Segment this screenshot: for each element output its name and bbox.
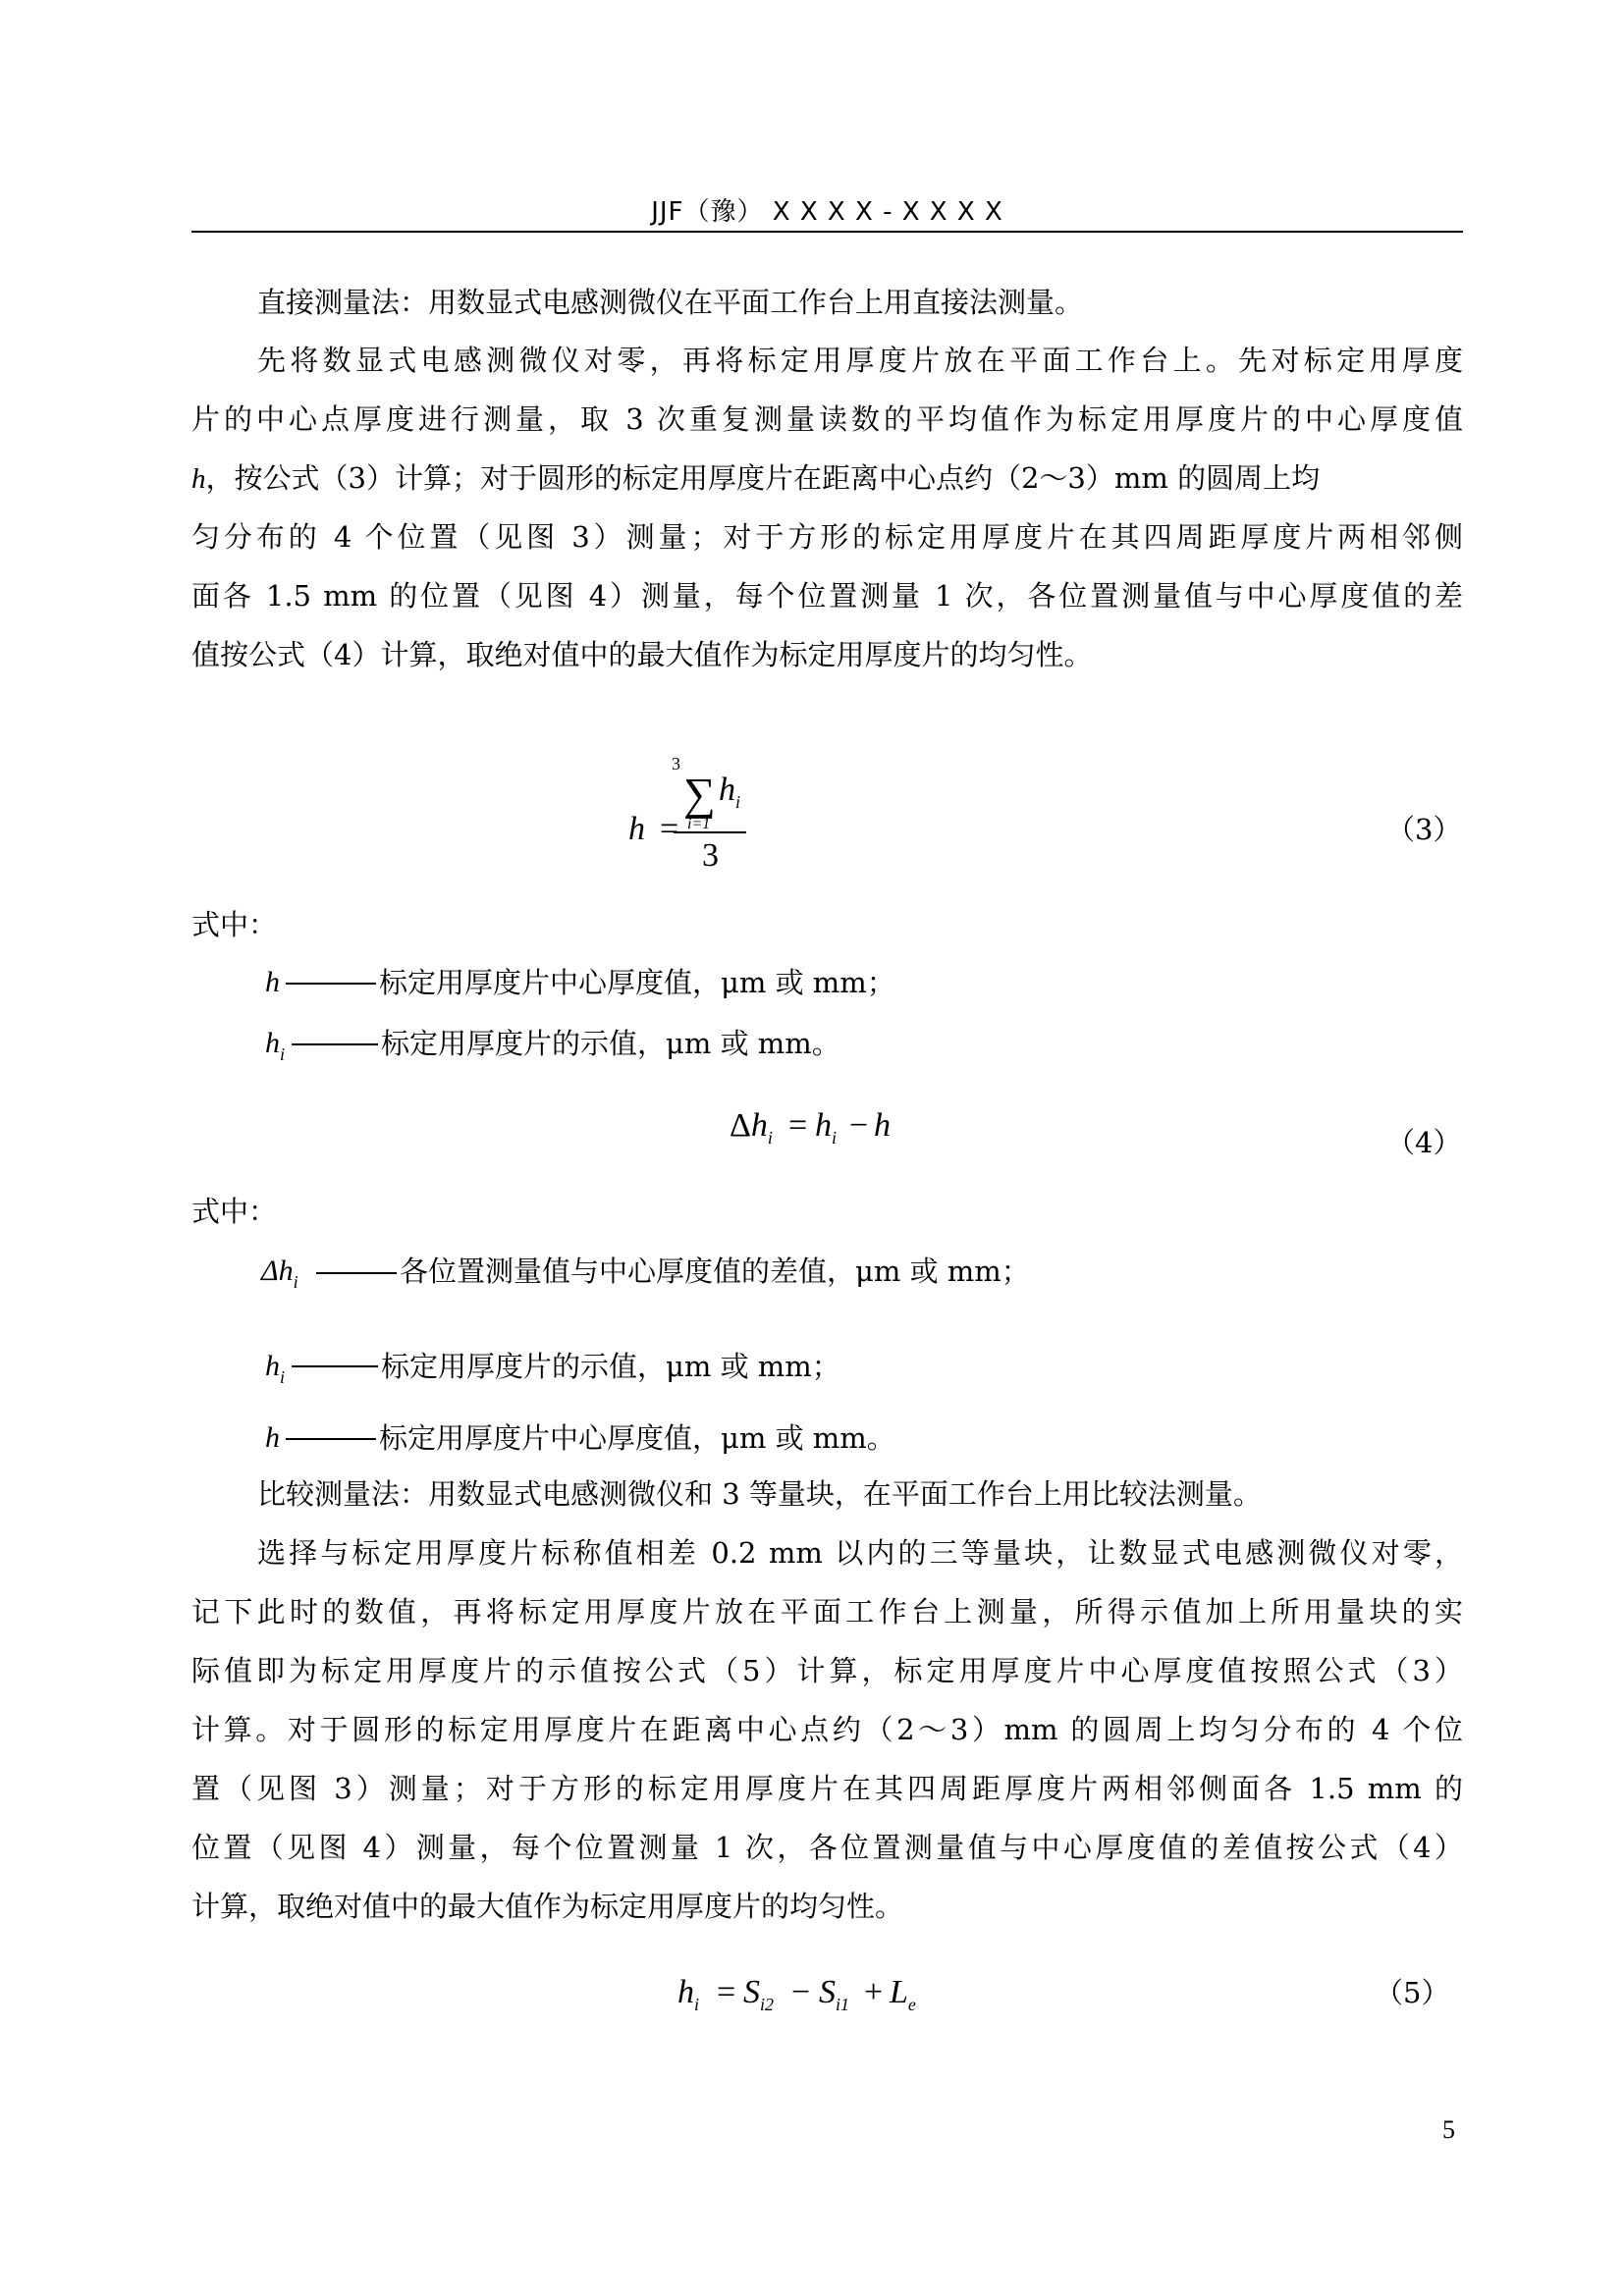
where-label: 式中： [191, 1195, 278, 1228]
eq3-sum-lower: i=1 [687, 816, 711, 832]
eq5-s1: $S_{i1}$ [819, 1974, 850, 2014]
em-dash [316, 1272, 397, 1274]
def-symbol: $\Delta h_i$ [261, 1255, 298, 1292]
paragraph-line: 值按公式（4）计算，取绝对值中的最大值作为标定用厚度片的均匀性。 [191, 638, 1093, 671]
header-rule [191, 231, 1463, 233]
paragraph-line: 先将数显式电感测微仪对零，再将标定用厚度片放在平面工作台上。先对标定用厚度 [257, 344, 1463, 377]
def-text: 标定用厚度片的示值，μm 或 mm； [381, 1350, 840, 1383]
eq5-equals: = [717, 1974, 736, 2010]
paragraph-line: 位置（见图 4）测量，每个位置测量 1 次，各位置测量值与中心厚度值的差值按公式（4） [191, 1831, 1463, 1864]
paragraph-line: 匀分布的 4 个位置（见图 3）测量；对于方形的标定用厚度片在其四周距厚度片两相邻侧 [191, 520, 1463, 554]
running-header: JJF（豫） X X X X - X X X X [651, 197, 1003, 227]
equation-number: （3） [1386, 813, 1462, 846]
em-dash [292, 1043, 378, 1045]
eq5-plus: + [864, 1974, 884, 2010]
eq4-lhs: $\Delta h_i$ [730, 1107, 773, 1148]
def-text: 标定用厚度片的示值，μm 或 mm。 [381, 1027, 840, 1060]
paragraph-text: ，按公式（3）计算；对于圆形的标定用厚度片在距离中心点约（2～3）mm 的圆周上均 [205, 461, 1321, 495]
em-dash [286, 983, 376, 985]
where-label: 式中： [191, 908, 278, 941]
em-dash [292, 1365, 378, 1367]
eq5-s2: $S_{i2}$ [743, 1974, 775, 2014]
equation-number: （4） [1386, 1126, 1462, 1159]
equation-number: （5） [1375, 1976, 1450, 2009]
paragraph-line: 面各 1.5 mm 的位置（见图 4）测量，每个位置测量 1 次，各位置测量值与中心厚度值的差 [191, 579, 1463, 613]
paragraph-line: 际值即为标定用厚度片的示值按公式（5）计算，标定用厚度片中心厚度值按照公式（3） [191, 1654, 1463, 1687]
eq5-minus: − [791, 1974, 811, 2010]
paragraph-line [191, 458, 1463, 499]
paragraph-comparison-method: 比较测量法：用数显式电感测微仪和 3 等量块，在平面工作台上用比较法测量。 [257, 1477, 1262, 1511]
eq3-term: $h_i$ [719, 772, 741, 812]
fraction-bar [674, 831, 746, 833]
paragraph-line: 片的中心点厚度进行测量，取 3 次重复测量读数的平均值作为标定用厚度片的中心厚度值 [191, 402, 1463, 436]
eq3-lhs: h [628, 811, 645, 847]
def-symbol: h [265, 966, 280, 998]
em-dash [286, 1438, 376, 1440]
eq5-lhs: $h_i$ [677, 1974, 700, 2014]
eq3-denominator: 3 [702, 837, 719, 874]
symbol-h: h [191, 463, 206, 495]
paragraph-line: 记下此时的数值，再将标定用厚度片放在平面工作台上测量，所得示值加上所用量块的实 [191, 1595, 1463, 1629]
eq4-equals: = [788, 1107, 808, 1144]
paragraph-line: 置（见图 3）测量；对于方形的标定用厚度片在其四周距厚度片两相邻侧面各 1.5 mm 的 [191, 1772, 1463, 1805]
eq5-le: $L_e$ [890, 1974, 916, 2014]
paragraph-line: 计算，取绝对值中的最大值作为标定用厚度片的均匀性。 [191, 1890, 904, 1923]
def-symbol: $h_i$ [265, 1350, 286, 1387]
def-symbol: h [265, 1421, 280, 1454]
page-number: 5 [1442, 2115, 1455, 2144]
eq4-term: $h_i$ [815, 1107, 838, 1148]
def-text: 各位置测量值与中心厚度值的差值，μm 或 mm； [400, 1255, 1030, 1288]
eq4-h: h [874, 1107, 891, 1144]
def-symbol: $h_i$ [265, 1027, 286, 1064]
paragraph-line: 计算。对于圆形的标定用厚度片在距离中心点约（2～3）mm 的圆周上均匀分布的 4 个位 [191, 1713, 1463, 1746]
eq3-equals: = [660, 811, 679, 847]
eq3-sum-icon: ∑ [683, 769, 716, 819]
eq3-sum-upper: 3 [672, 754, 680, 774]
eq4-minus: − [849, 1107, 869, 1144]
def-text: 标定用厚度片中心厚度值，μm 或 mm。 [379, 1421, 895, 1455]
def-text: 标定用厚度片中心厚度值，μm 或 mm； [379, 966, 895, 999]
paragraph-direct-method: 直接测量法：用数显式电感测微仪在平面工作台上用直接法测量。 [257, 286, 1084, 319]
paragraph-line: 选择与标定用厚度片标称值相差 0.2 mm 以内的三等量块，让数显式电感测微仪对零， [257, 1536, 1463, 1570]
